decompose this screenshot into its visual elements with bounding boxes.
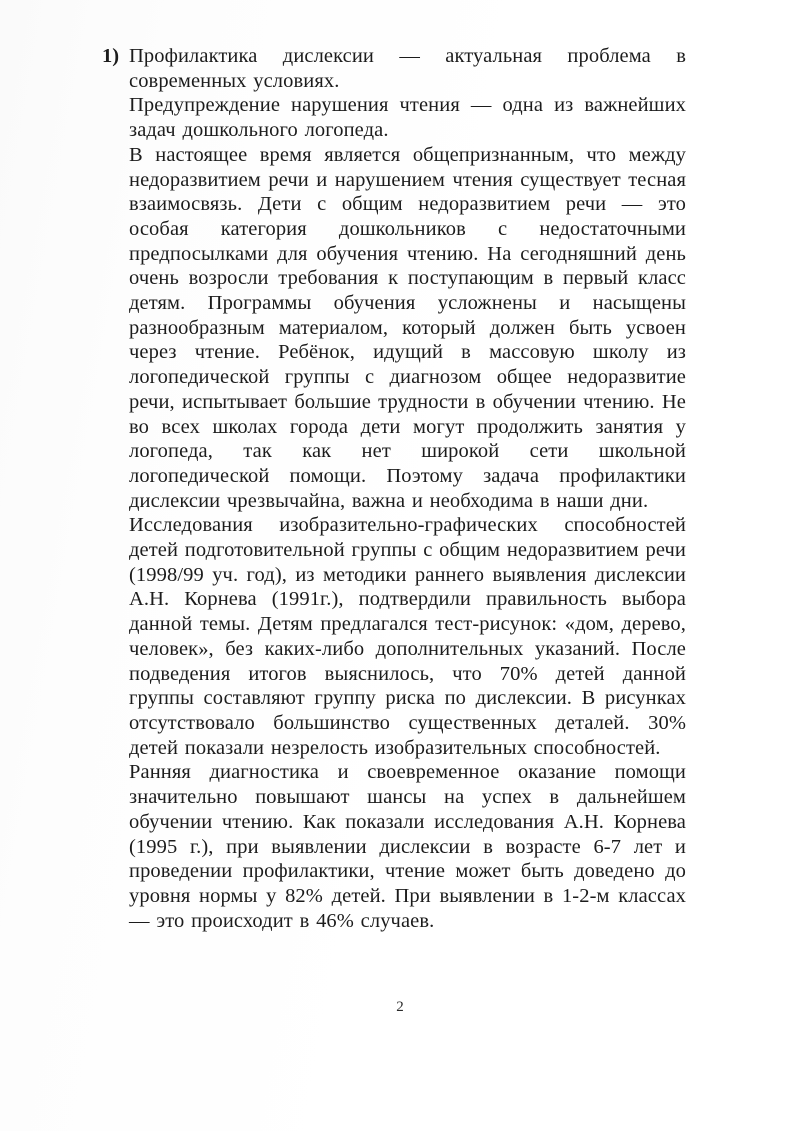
text-block (129, 44, 686, 933)
list-item-number: 1) (102, 45, 120, 67)
paragraph: Ранняя диагностика и своевременное оказание помощи значительно повышают шансы на успех в дальнейшем обучении чтению. Как показали исследования А.Н. Корнева (1995 г.), при выявлении дислексии в возрасте 6-7 лет и проведении профилактики, чтение может быть доведено до уровня нормы у 82% детей. При выявлении в 1-2-м классах — это происходит в 46% случаев. (129, 761, 686, 932)
paragraph: Предупреждение нарушения чтения — одна из важнейших задач дошкольного логопеда. (129, 94, 686, 142)
paragraph: Профилактика дислексии — актуальная проблема в современных условиях. (129, 45, 686, 92)
paragraph: Исследования изобразительно-графических способностей детей подготовительной группы с общим недоразвитием речи (1998/99 уч. год), из методики раннего выявления дислексии А.Н. Корнева (1991г.), подтвердили правильность выбора данной темы. Детям предлагался тест-рисунок: «дом, дерево, человек», без каких-либо дополнительных указаний. После подведения итогов выяснилось, что 70% детей данной группы составляют группу риска по дислексии. В рисунках отсутствовало большинство существенных деталей. 30% детей показали незрелость изобразительных способностей. (129, 514, 686, 759)
page-number: 2 (396, 999, 404, 1015)
paragraph: В настоящее время является общепризнанным, что между недоразвитием речи и нарушением чтения существует тесная взаимосвязь. Дети с общим недоразвитием речи — это особая категория дошкольников с недостаточными предпосылками для обучения чтению. На сегодняшний день очень возросли требования к поступающим в первый класс детям. Программы обучения усложнены и насыщены разнообразным материалом, который должен быть усвоен через чтение. Ребёнок, идущий в массовую школу из логопедической группы с диагнозом общее недоразвитие речи, испытывает большие трудности в обучении чтению. Не во всех школах города дети могут продолжить занятия у логопеда, так как нет широкой сети школьной логопедической помощи. Поэтому задача профилактики дислексии чрезвычайна, важна и необходима в наши дни. (129, 143, 686, 512)
